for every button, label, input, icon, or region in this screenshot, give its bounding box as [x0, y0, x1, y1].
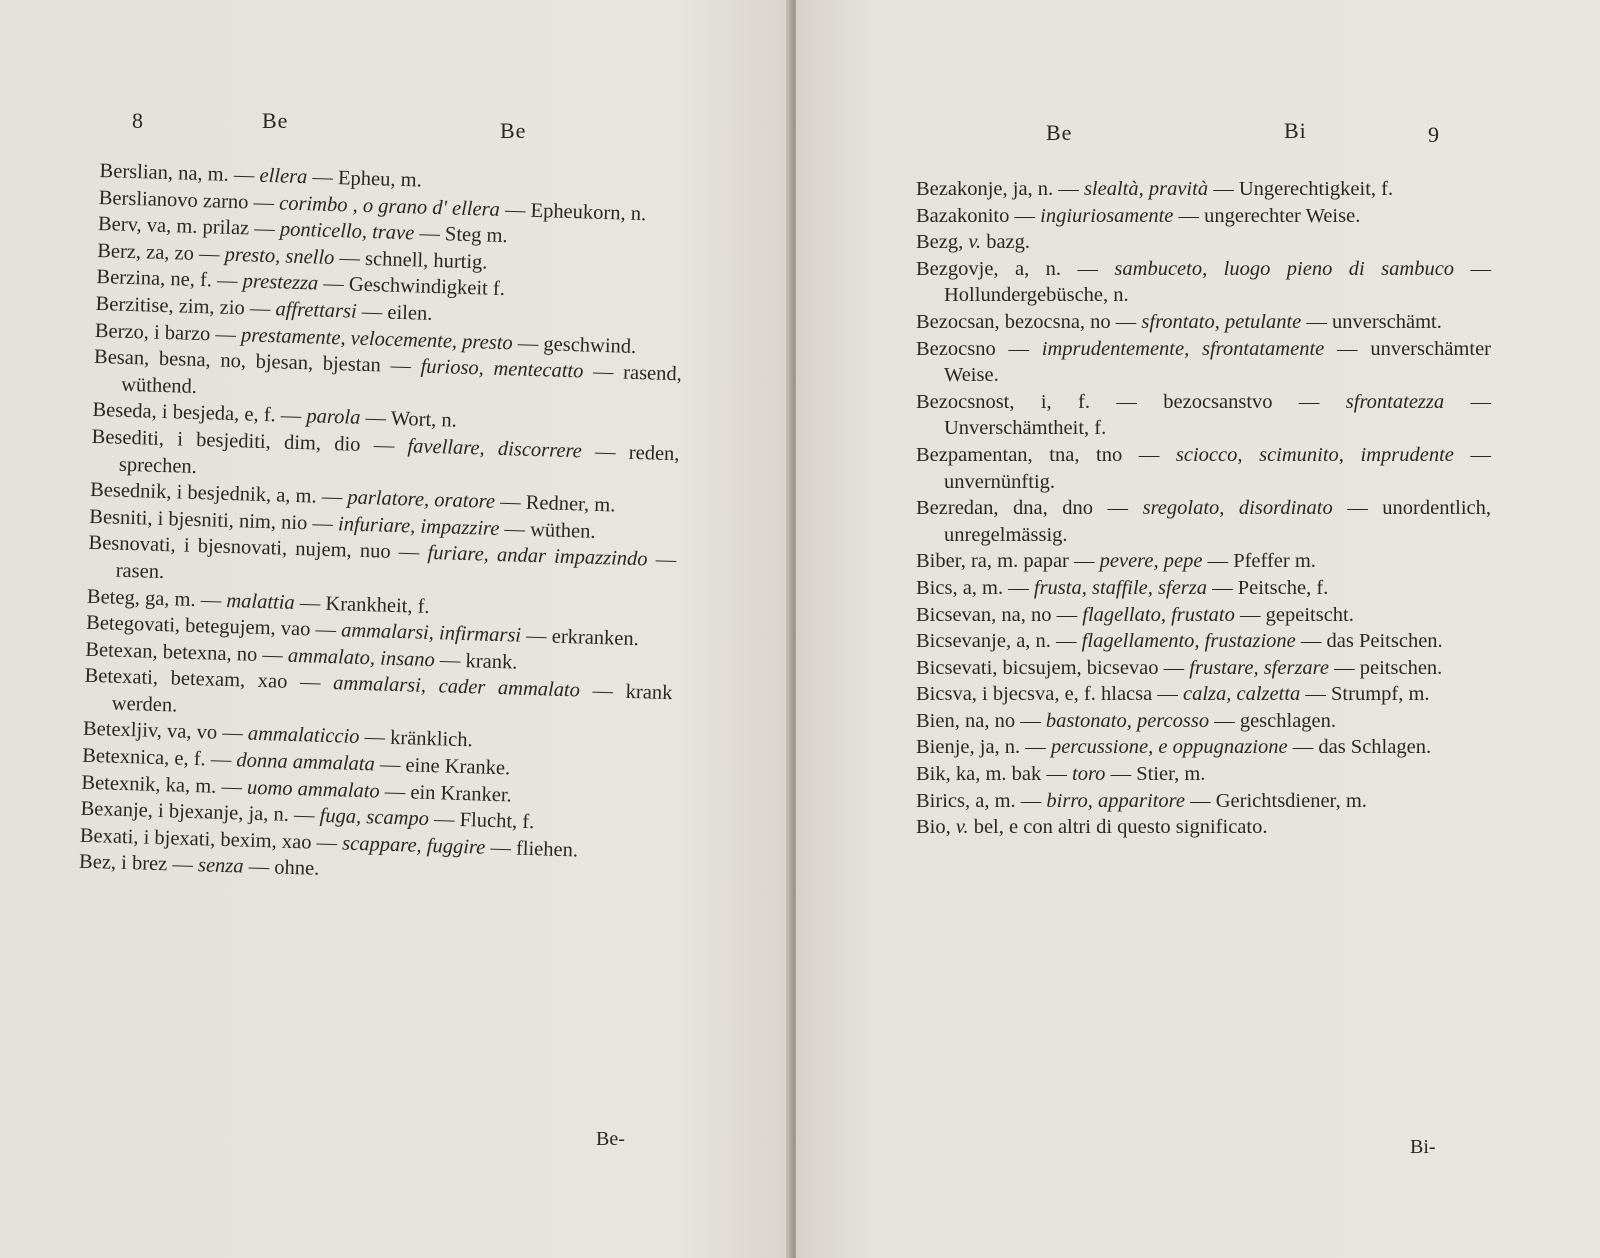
entry-italian: donna ammalata	[236, 749, 376, 776]
entry-headword: Betexljiv, va, vo —	[82, 718, 249, 746]
entry-headword: Bio,	[916, 816, 956, 839]
entry-headword: Betexan, betexna, no —	[85, 638, 289, 667]
entry-german: — Steg m.	[413, 222, 508, 248]
entry-headword: Bezakonje, ja, n. —	[916, 178, 1084, 200]
entry-headword: Besniti, i bjesniti, nim, nio —	[89, 505, 339, 535]
entry-headword: Besan, besna, no, bjesan, bjestan —	[93, 346, 421, 378]
entry-italian: toro	[1072, 763, 1106, 786]
entry-italian: slealtà, pravità	[1083, 178, 1209, 200]
entry-italian: prestezza	[242, 270, 319, 295]
entry-german: — Strumpf, m.	[1300, 683, 1430, 706]
dictionary-entry	[916, 734, 1491, 761]
entry-headword: Berzitise, zim, zio —	[95, 292, 276, 321]
entry-german: — ein Kranker.	[379, 780, 513, 807]
dictionary-entry	[916, 814, 1491, 841]
entry-german: — das Schlagen.	[1287, 736, 1432, 759]
entry-headword: Bez, i brez —	[78, 851, 199, 877]
entry-italian: ammalarsi, infirmarsi	[340, 619, 522, 647]
page-number: 8	[132, 108, 144, 133]
entry-italian: scappare, fuggire	[341, 832, 486, 859]
entry-headword: Bezg,	[916, 231, 969, 254]
entry-headword: Bicsva, i bjecsva, e, f. hlacsa —	[916, 683, 1183, 706]
entry-headword: Bezredan, dna, dno —	[916, 497, 1143, 520]
entry-german: — geschwind.	[512, 331, 637, 358]
entry-headword: Besednik, i besjednik, a, m. —	[89, 478, 348, 509]
dictionary-entry	[916, 203, 1491, 230]
dictionary-entry	[916, 628, 1491, 655]
entry-italian: percussione, e oppugnazione	[1050, 736, 1288, 759]
entry-german: — reden, sprechen.	[118, 440, 680, 478]
entry-headword: Bienje, ja, n. —	[916, 736, 1051, 759]
dictionary-entry	[916, 336, 1491, 389]
entry-german: — fliehen.	[484, 836, 579, 862]
dictionary-entry	[916, 681, 1491, 708]
entry-headword: Betexati, betexam, xao —	[84, 665, 334, 695]
entry-italian: corimbo , o grano d' ellera	[278, 191, 501, 221]
entry-italian: ammalarsi, cader ammalato	[332, 672, 581, 702]
entry-italian: furiare, andar impazzindo	[427, 542, 648, 571]
dictionary-entry	[916, 708, 1491, 735]
dictionary-entry	[916, 495, 1491, 548]
dictionary-entry	[916, 256, 1491, 309]
entry-german: — Ungerechtigkeit, f.	[1208, 178, 1394, 200]
entry-headword: Bexati, i bjexati, bexim, xao —	[79, 824, 343, 855]
entry-german: — rasen.	[115, 548, 677, 583]
dictionary-entries-right	[916, 176, 1491, 841]
dictionary-entry	[916, 442, 1491, 495]
dictionary-entry	[916, 176, 1491, 203]
entry-german: — geschlagen.	[1209, 709, 1337, 732]
running-head-right: Be	[500, 118, 527, 143]
entry-italian: v.	[968, 231, 982, 254]
entry-german: — Epheukorn, n.	[499, 198, 647, 225]
entry-german: — unordentlich, unregelmässig.	[944, 497, 1491, 546]
entry-italian: parlatore, oratore	[347, 486, 496, 513]
entry-german: — Hollundergebüsche, n.	[944, 257, 1492, 307]
entry-headword: Berzina, ne, f. —	[96, 266, 244, 293]
entry-headword: Bicsevan, na, no —	[916, 603, 1083, 626]
entry-german: — rasend, wüthend.	[120, 360, 683, 398]
entry-italian: ingiuriosamente	[1040, 204, 1174, 227]
entry-italian: infuriare, impazzire	[337, 512, 500, 540]
entry-german: — ungerechter Weise.	[1173, 204, 1361, 227]
entry-german: — Peitsche, f.	[1207, 576, 1329, 599]
running-head-left: Be	[262, 108, 289, 133]
entry-headword: Birics, a, m. —	[916, 789, 1047, 812]
entry-german: — kränklich.	[359, 726, 474, 752]
dictionary-entry	[916, 229, 1491, 256]
entry-german: — Gerichtsdiener, m.	[1184, 789, 1367, 812]
entry-german: — schnell, hurtig.	[334, 246, 488, 274]
dictionary-entry	[916, 602, 1491, 629]
entry-italian: malattia	[226, 589, 296, 614]
entry-german: — Unverschämtheit, f.	[944, 390, 1491, 440]
entry-italian: furioso, mentecatto	[420, 355, 584, 383]
entry-headword: Bezocsno —	[916, 337, 1042, 360]
dictionary-entries-left	[79, 158, 688, 893]
right-page	[796, 0, 1600, 1258]
entry-italian: sciocco, scimunito, imprudente	[1175, 443, 1454, 466]
running-head-right: Bi	[1284, 118, 1307, 143]
entry-german: — unvernünftig.	[944, 443, 1491, 493]
dictionary-entry	[916, 309, 1491, 336]
entry-headword: Berslianovo zarno —	[98, 186, 280, 214]
entry-italian: frusta, staffile, sferza	[1033, 576, 1208, 599]
entry-german: — Epheu, m.	[307, 166, 423, 192]
entry-headword: Berzo, i barzo —	[94, 319, 242, 346]
entry-italian: favellare, discorrere	[407, 435, 583, 463]
entry-german: — Flucht, f.	[428, 808, 535, 834]
entry-headword: Besnovati, i bjesnovati, nujem, nuo —	[88, 532, 428, 565]
entry-german: — ohne.	[243, 856, 320, 881]
dictionary-entry	[916, 761, 1491, 788]
entry-italian: calza, calzetta	[1182, 683, 1301, 706]
entry-headword: Bien, na, no —	[916, 709, 1046, 732]
entry-german: — krank.	[434, 648, 518, 674]
entry-italian: presto, snello	[224, 243, 335, 269]
entry-german: — Krankheit, f.	[294, 591, 430, 618]
dictionary-entry	[916, 655, 1491, 682]
entry-german: — Geschwindigkeit f.	[317, 272, 506, 301]
entry-italian: fuga, scampo	[319, 805, 430, 831]
entry-italian: ammalaticcio	[247, 723, 360, 749]
entry-headword: Bicsevati, bicsujem, bicsevao —	[916, 656, 1190, 679]
entry-german: — eine Kranke.	[374, 753, 511, 780]
entry-italian: flagellato, frustato	[1082, 603, 1235, 626]
entry-headword: Bezocsan, bezocsna, no —	[916, 310, 1142, 333]
entry-german: — erkranken.	[520, 624, 640, 651]
left-page	[0, 0, 792, 1258]
entry-headword: Berz, za, zo —	[96, 239, 226, 266]
entry-italian: ammalato, insano	[287, 644, 436, 671]
entry-german: bel, e con altri di questo significato.	[968, 816, 1268, 839]
entry-headword: Bezgovje, a, n. —	[916, 257, 1115, 280]
entry-german: — krank werden.	[111, 679, 673, 717]
entry-italian: uomo ammalato	[246, 776, 381, 803]
entry-headword: Betegovati, betegujem, vao —	[85, 611, 342, 642]
entry-italian: ellera	[259, 164, 308, 189]
catchword: Bi-	[1410, 1136, 1436, 1158]
entry-german: — eilen.	[356, 300, 433, 325]
entry-italian: bastonato, percosso	[1045, 709, 1210, 732]
entry-headword: Beteg, ga, m. —	[86, 585, 227, 612]
entry-italian: sambuceto, luogo pieno di sambuco	[1114, 257, 1455, 280]
entry-italian: senza	[197, 854, 244, 879]
entry-headword: Biber, ra, m. papar —	[916, 550, 1100, 573]
entry-german: — Redner, m.	[494, 490, 616, 517]
entry-headword: Bezpamentan, tna, tno —	[916, 443, 1176, 466]
dictionary-entry	[916, 788, 1491, 815]
entry-italian: v.	[955, 816, 969, 839]
entry-german: — Stier, m.	[1105, 763, 1206, 786]
dictionary-entry	[916, 548, 1491, 575]
entry-german: — das Peitschen.	[1295, 630, 1443, 653]
entry-italian: imprudentemente, sfrontatamente	[1041, 337, 1325, 360]
entry-headword: Berslian, na, m. —	[99, 159, 260, 187]
running-head-left: Be	[1046, 120, 1073, 145]
entry-headword: Bicsevanje, a, n. —	[916, 630, 1082, 653]
entry-headword: Bik, ka, m. bak —	[916, 763, 1073, 786]
entry-german: — peitschen.	[1329, 656, 1443, 679]
entry-headword: Bics, a, m. —	[916, 576, 1034, 599]
entry-italian: flagellamento, frustazione	[1081, 630, 1296, 653]
entry-german: — unverschämt.	[1301, 310, 1442, 333]
page-number: 9	[1428, 122, 1440, 147]
entry-italian: ponticello, trave	[279, 218, 415, 245]
entry-headword: Besediti, i besjediti, dim, dio —	[91, 425, 408, 458]
entry-italian: prestamente, velocemente, presto	[240, 323, 514, 354]
dictionary-entry	[916, 575, 1491, 602]
entry-italian: parola	[306, 405, 361, 430]
entry-german: — wüthen.	[499, 517, 596, 543]
catchword: Be-	[596, 1128, 625, 1150]
entry-headword: Beseda, i besjeda, e, f. —	[92, 399, 307, 428]
entry-headword: Bezocsnost, i, f. — bezocsanstvo —	[916, 390, 1346, 413]
entry-italian: sregolato, disordinato	[1142, 497, 1333, 520]
entry-italian: sfrontato, petulante	[1141, 310, 1302, 333]
entry-italian: affrettarsi	[275, 298, 358, 323]
entry-headword: Betexnica, e, f. —	[81, 744, 237, 772]
entry-german: — Pfeffer m.	[1202, 550, 1316, 573]
entry-italian: sfrontatezza	[1345, 390, 1445, 413]
entry-headword: Bexanje, i bjexanje, ja, n. —	[80, 797, 320, 828]
dictionary-entry	[916, 389, 1491, 442]
entry-german: — Wort, n.	[360, 407, 458, 433]
entry-italian: birro, apparitore	[1046, 789, 1185, 812]
entry-headword: Betexnik, ka, m. —	[81, 771, 248, 799]
entry-italian: frustare, sferzare	[1189, 656, 1329, 679]
entry-italian: pevere, pepe	[1099, 550, 1203, 573]
entry-german: — unverschämter Weise.	[944, 337, 1491, 387]
entry-headword: Berv, va, m. prilaz —	[97, 213, 281, 241]
entry-headword: Bazakonito —	[916, 204, 1041, 227]
entry-german: — gepeitscht.	[1234, 603, 1354, 626]
entry-german: bazg.	[981, 231, 1031, 254]
